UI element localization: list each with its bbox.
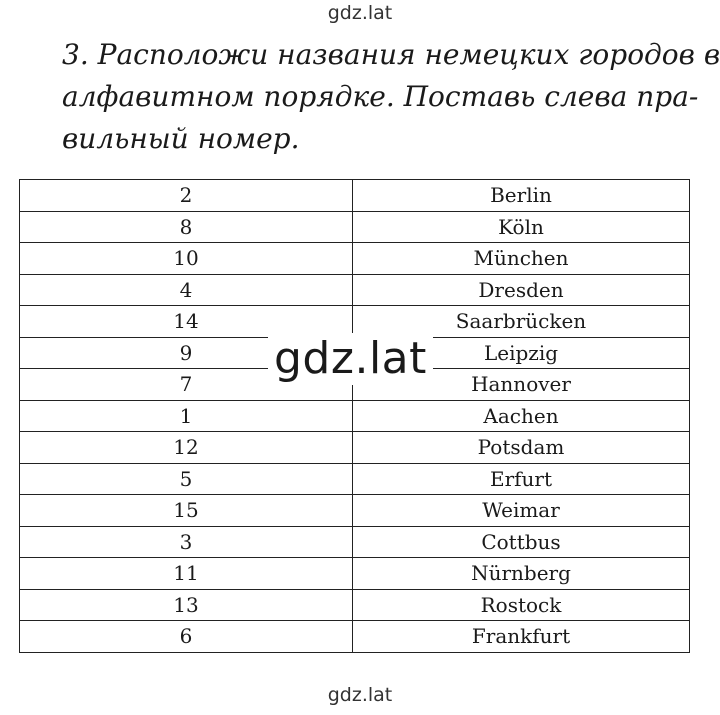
row-city-cell: München [353,243,690,275]
row-city-cell: Cottbus [353,526,690,558]
table-row [20,526,690,558]
row-number-cell: 11 [20,558,353,590]
row-city-cell: Köln [353,211,690,243]
row-city-cell: Berlin [353,180,690,212]
table-row [20,180,690,212]
table-row [20,463,690,495]
table-row [20,589,690,621]
cities-table [19,179,690,653]
row-city-cell: Dresden [353,274,690,306]
watermark-center: gdz.lat [268,333,433,385]
row-city-cell: Leipzig [353,337,690,369]
row-number-cell: 2 [20,180,353,212]
row-city-cell: Aachen [353,400,690,432]
cities-table-body [20,180,690,653]
row-number-cell: 13 [20,589,353,621]
row-city-cell: Saarbrücken [353,306,690,338]
row-city-cell: Erfurt [353,463,690,495]
task-line-3: вильный номер. [62,122,300,155]
task-text [62,34,720,160]
cities-table-container [19,179,687,653]
row-number-cell: 3 [20,526,353,558]
watermark-bottom: gdz.lat [327,684,393,706]
table-row [20,495,690,527]
row-number-cell: 14 [20,306,353,338]
row-number-cell: 8 [20,211,353,243]
row-city-cell: Nürnberg [353,558,690,590]
row-number-cell: 7 [20,369,353,401]
table-row [20,558,690,590]
row-number-cell: 10 [20,243,353,275]
watermark-top: gdz.lat [327,2,393,24]
row-city-cell: Weimar [353,495,690,527]
table-row [20,243,690,275]
row-city-cell: Rostock [353,589,690,621]
task-line-1: 3. Расположи названия немецких городов в [62,38,720,71]
row-number-cell: 5 [20,463,353,495]
table-row [20,211,690,243]
table-row [20,621,690,653]
table-row [20,274,690,306]
table-row [20,432,690,464]
table-row [20,400,690,432]
row-city-cell: Frankfurt [353,621,690,653]
row-number-cell: 1 [20,400,353,432]
row-city-cell: Potsdam [353,432,690,464]
row-number-cell: 15 [20,495,353,527]
task-line-2: алфавитном порядке. Поставь слева пра- [62,80,699,113]
row-number-cell: 6 [20,621,353,653]
row-city-cell: Hannover [353,369,690,401]
row-number-cell: 9 [20,337,353,369]
row-number-cell: 4 [20,274,353,306]
row-number-cell: 12 [20,432,353,464]
